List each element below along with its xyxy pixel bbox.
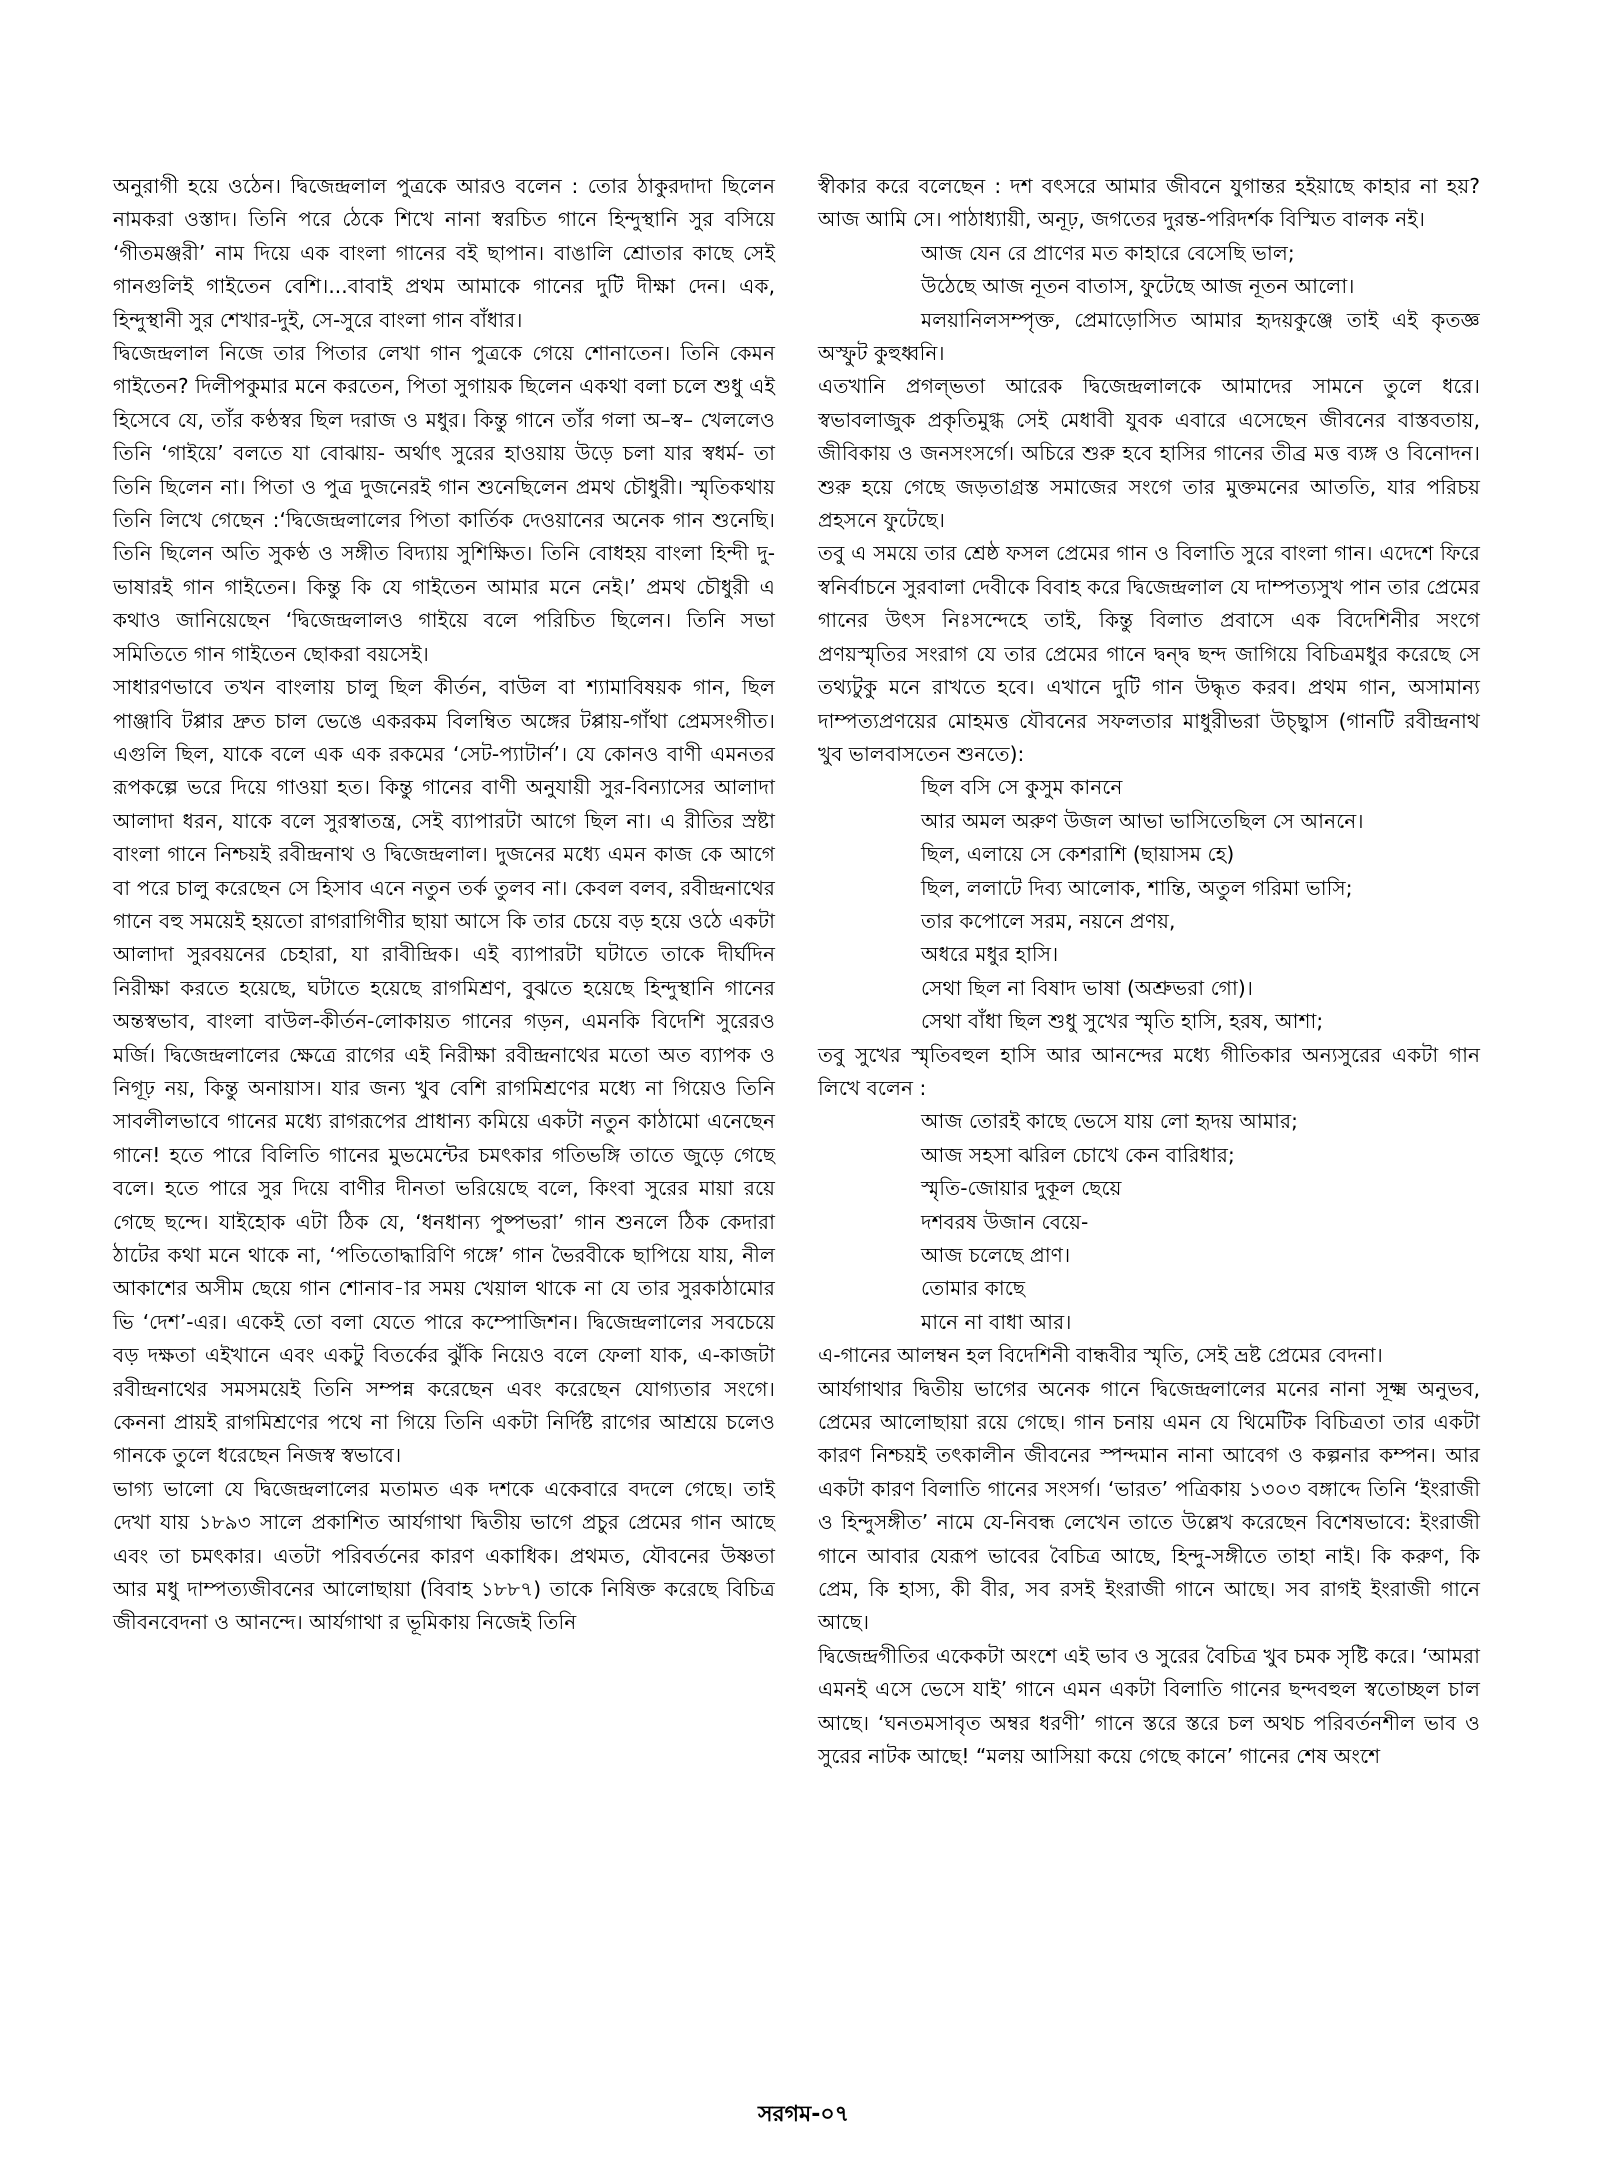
verse-block [818,237,1480,304]
verse-line: আজ সহসা ঝরিল চোখে কেন বারিধার; [921,1142,1235,1167]
paragraph: তবু সুখের স্মৃতিবহুল হাসি আর আনন্দের মধ্যে গীতিকার অন্যসুরের একটা গান লিখে বলেন : [818,1042,1480,1100]
verse-line: সেথা ছিল না বিষাদ ভাষা (অশ্রুভরা গো)। [921,975,1253,1000]
verse-line: আজ তোরই কাছে ভেসে যায় লো হৃদয় আমার; [921,1109,1298,1134]
paragraph: সাধারণভাবে তখন বাংলায় চালু ছিল কীর্তন, বাউল বা শ্যামাবিষয়ক গান, ছিল পাঞ্জাবি টপ্পার দ্রুত চাল ভেঙে একরকম বিলম্বিত অঙ্গের টপ্পায়-গাঁথা প্রেমসংগীত। এগুলি ছিল, যাকে বলে এক এক রকমের ‘সেট-প্যাটার্ন’। যে কোনও বাণী এমনতর রূপকল্পে ভরে দিয়ে গাওয়া হত। কিন্তু গানের বাণী অনুযায়ী সুর-বিন্যাসের আলাদা আলাদা ধরন, যাকে বলে সুরস্বাতন্ত্র, সেই ব্যাপারটা আগে ছিল না। এ রীতির স্রষ্টা বাংলা গানে নিশ্চয়ই রবীন্দ্রনাথ ও দ্বিজেন্দ্রলাল। দুজনের মধ্যে এমন কাজ কে আগে বা পরে চালু করেছেন সে হিসাব এনে নতুন তর্ক তুলব না। কেবল বলব, রবীন্দ্রনাথের গানে বহু সময়েই হয়তো রাগরাগিণীর ছায়া আসে কি তার চেয়ে বড় হয়ে ওঠে একটা আলাদা সুরবয়নের চেহারা, যা রাবীন্দ্রিক। এই ব্যাপারটা ঘটাতে তাকে দীর্ঘদিন নিরীক্ষা করতে হয়েছে, ঘটাতে হয়েছে রাগমিশ্রণ, বুঝতে হয়েছে হিন্দুস্থানি গানের অন্তস্বভাব, বাংলা বাউল-কীর্তন-লোকায়ত গানের গড়ন, এমনকি বিদেশি সুরেরও মর্জি। দ্বিজেন্দ্রলালের ক্ষেত্রে রাগের এই নিরীক্ষা রবীন্দ্রনাথের মতো অত ব্যাপক ও নিগূঢ় নয়, কিন্তু অনায়াস। যার জন্য খুব বেশি রাগমিশ্রণের মধ্যে না গিয়েও তিনি সাবলীলভাবে গানের মধ্যে রাগরূপের প্রাধান্য কমিয়ে একটা নতুন কাঠামো এনেছেন গানে! হতে পারে বিলিতি গানের মুভমেন্টের চমৎকার গতিভঙ্গি তাতে জুড়ে গেছে বলে। হতে পারে সুর দিয়ে বাণীর দীনতা ভরিয়েছে বলে, কিংবা সুরের মায়া রয়ে গেছে ছন্দে। যাইহোক এটা ঠিক যে, ‘ধনধান্য পুষ্পভরা’ গান শুনলে ঠিক কেদারা ঠাটের কথা মনে থাকে না, ‘পতিতোদ্ধারিণি গঙ্গে’ গান ভৈরবীকে ছাপিয়ে যায়, নীল আকাশের অসীম ছেয়ে গান শোনাব-ার সময় খেয়াল থাকে না যে তার সুরকাঠামোর ভি ‘দেশ’-এর। একেই তো বলা যেতে পারে কম্পোজিশন। দ্বিজেন্দ্রলালের সবচেয়ে বড় দক্ষতা এইখানে এবং একটু বিতর্কের ঝুঁকি নিয়েও বলে ফেলা যাক, এ-কাজটা রবীন্দ্রনাথের সমসময়েই তিনি সম্পন্ন করেছেন এবং করেছেন যোগ্যতার সংগে। কেননা প্রায়ই রাগমিশ্রণের পথে না গিয়ে তিনি একটা নির্দিষ্ট রাগের আশ্রয়ে চলেও গানকে তুলে ধরেছেন নিজস্ব স্বভাবে। [113,675,775,1468]
verse-line: আজ যেন রে প্রাণের মত কাহারে বেসেছি ভাল; [921,240,1295,265]
verse-line: অধরে মধুর হাসি। [921,942,1059,967]
verse-line: ছিল বসি সে কুসুম কাননে [921,775,1123,800]
page-number: সরগম-০৭ [757,2102,849,2127]
verse-line: মানে না বাধা আর। [921,1309,1072,1334]
paragraph: দ্বিজেন্দ্রগীতির একেকটা অংশে এই ভাব ও সুরের বৈচিত্র খুব চমক সৃষ্টি করে। ‘আমরা এমনই এসে ভেসে যাই’ গানে এমন একটা বিলাতি গানের ছন্দবহুল স্বতোচ্ছল চাল আছে। ‘ঘনতমসাবৃত অম্বর ধরণী’ গানে স্তরে স্তরে চল অথচ পরিবর্তনশীল ভাব ও সুরের নাটক আছে! “মলয় আসিয়া কয়ে গেছে কানে’ গানের শেষ অংশে [818,1643,1480,1769]
verse-block [818,1105,1480,1339]
paragraph: স্বীকার করে বলেছেন : দশ বৎসরে আমার জীবনে যুগান্তর হইয়াছে কাহার না হয়? আজ আমি সে। পাঠাধ্যায়ী, অনূঢ়, জগতের দুরন্ত-পরিদর্শক বিস্মিত বালক নই। [818,174,1480,232]
paragraph: মলয়ানিলসম্পৃক্ত, প্রেমাড়োসিত আমার হৃদয়কুঞ্জে তাই এই কৃতজ্ঞ অস্ফুট কুহুধ্বনি। [818,307,1480,366]
verse-line: সেথা বাঁধা ছিল শুধু সুখের স্মৃতি হাসি, হরষ, আশা; [921,1009,1324,1034]
verse-line: ছিল, ললাটে দিব্য আলোক, শান্তি, অতুল গরিমা ভাসি; [921,875,1353,900]
paragraph: এ-গানের আলম্বন হল বিদেশিনী বান্ধবীর স্মৃতি, সেই ভ্রষ্ট প্রেমের বেদনা। [818,1343,1383,1368]
verse-line: উঠেছে আজ নূতন বাতাস, ফুটেছে আজ নূতন আলো। [921,274,1355,299]
verse-line: আর অমল অরুণ উজল আভা ভাসিতেছিল সে আননে। [921,808,1364,833]
paragraph: অনুরাগী হয়ে ওঠেন। দ্বিজেন্দ্রলাল পুত্রকে আরও বলেন : তোর ঠাকুরদাদা ছিলেন নামকরা ওস্তাদ। তিনি পরে ঠেকে শিখে নানা স্বরচিত গানে হিন্দুস্থানি সুর বসিয়ে ‘গীতমঞ্জরী’ নাম দিয়ে এক বাংলা গানের বই ছাপান। বাঙালি শ্রোতার কাছে সেই গানগুলিই গাইতেন বেশি।...বাবাই প্রথম আমাকে গানের দুটি দীক্ষা দেন। এক, হিন্দুস্থানী সুর শেখার-দুই, সে-সুরে বাংলা গান বাঁধার। [113,174,775,332]
verse-line: স্মৃতি-জোয়ার দুকূল ছেয়ে [921,1176,1122,1201]
verse-line: তার কপোলে সরম, নয়নে প্রণয়, [921,908,1176,933]
verse-line: ছিল, এলায়ে সে কেশরাশি (ছায়াসম হে) [921,842,1235,867]
paragraph: তবু এ সময়ে তার শ্রেষ্ঠ ফসল প্রেমের গান ও বিলাতি সুরে বাংলা গান। এদেশে ফিরে স্বনির্বাচনে সুরবালা দেবীকে বিবাহ করে দ্বিজেন্দ্রলাল যে দাম্পত্যসুখ পান তার প্রেমের গানের উৎস নিঃসন্দেহে তাই, কিন্তু বিলাত প্রবাসে এক বিদেশিনীর সংগে প্রণয়স্মৃতির সংরাগ যে তার প্রেমের গানে দ্বন্দ্ব ছন্দ জাগিয়ে বিচিত্রমধুর করেছে সে তথ্যটুকু মনে রাখতে হবে। এখানে দুটি গান উদ্ধৃত করব। প্রথম গান, অসামান্য দাম্পত্যপ্রণয়ের মোহমত্ত যৌবনের সফলতার মাধুরীভরা উচ্ছ্বাস (গানটি রবীন্দ্রনাথ খুব ভালবাসতেন শুনতে): [818,541,1480,766]
paragraph: ভাগ্য ভালো যে দ্বিজেন্দ্রলালের মতামত এক দশকে একেবারে বদলে গেছে। তাই দেখা যায় ১৮৯৩ সালে প্রকাশিত আর্যগাথা দ্বিতীয় ভাগে প্রচুর প্রেমের গান আছে এবং তা চমৎকার। এতটা পরিবর্তনের কারণ একাধিক। প্রথমত, যৌবনের উষ্ণতা আর মধু দাম্পত্যজীবনের আলোছায়া (বিবাহ ১৮৮৭) তাকে নিষিক্ত করেছে বিচিত্র জীবনবেদনা ও আনন্দে। আর্যগাথা র ভূমিকায় নিজেই তিনি [113,1476,775,1635]
paragraph: দ্বিজেন্দ্রলাল নিজে তার পিতার লেখা গান পুত্রকে গেয়ে শোনাতেন। তিনি কেমন গাইতেন? দিলীপকুমার মনে করতেন, পিতা সুগায়ক ছিলেন একথা বলা চলে শুধু এই হিসেবে যে, তাঁর কণ্ঠস্বর ছিল দরাজ ও মধুর। কিন্তু গানে তাঁর গলা অ–স্ব– খেললেও তিনি ‘গাইয়ে’ বলতে যা বোঝায়- অর্থাৎ সুরের হাওয়ায় উড়ে চলা যার স্বধর্ম- তা তিনি ছিলেন না। পিতা ও পুত্র দুজনেরই গান শুনেছিলেন প্রমথ চৌধুরী। স্মৃতিকথায় তিনি লিখে গেছেন :‘দ্বিজেন্দ্রলালের পিতা কার্তিক দেওয়ানের অনেক গান শুনেছি। তিনি ছিলেন অতি সুকণ্ঠ ও সঙ্গীত বিদ্যায় সুশিক্ষিত। তিনি বোধহয় বাংলা হিন্দী দু-ভাষারই গান গাইতেন। কিন্তু কি যে গাইতেন আমার মনে নেই।’ প্রমথ চৌধুরী এ কথাও জানিয়েছেন ‘দ্বিজেন্দ্রলালও গাইয়ে বলে পরিচিত ছিলেন। তিনি সভা সমিতিতে গান গাইতেন ছোকরা বয়সেই। [113,341,775,666]
verse-line: দশবরষ উজান বেয়ে- [921,1209,1089,1234]
verse-line: তোমার কাছে [921,1276,1026,1301]
left-column [113,170,775,1640]
right-column [818,170,1480,1774]
verse-block [818,771,1480,1038]
paragraph: এতখানি প্রগল্ভতা আরেক দ্বিজেন্দ্রলালকে আমাদের সামনে তুলে ধরে। স্বভাবলাজুক প্রকৃতিমুগ্ধ সেই মেধাবী যুবক এবারে এসেছেন জীবনের বাস্তবতায়, জীবিকায় ও জনসংসর্গে। অচিরে শুরু হবে হাসির গানের তীব্র মত্ত ব্যঙ্গ ও বিনোদন। শুরু হয়ে গেছে জড়তাগ্রস্ত সমাজের সংগে তার মুক্তমনের আততি, যার পরিচয় প্রহসনে ফুটেছে। [818,374,1480,533]
paragraph: আর্যগাথার দ্বিতীয় ভাগের অনেক গানে দ্বিজেন্দ্রলালের মনের নানা সূক্ষ্ম অনুভব, প্রেমের আলোছায়া রয়ে গেছে। গান চনায় এমন যে থিমেটিক বিচিত্রতা তার একটা কারণ নিশ্চয়ই তৎকালীন জীবনের স্পন্দমান নানা আবেগ ও কল্পনার কম্পন। আর একটা কারণ বিলাতি গানের সংসর্গ। ‘ভারত’ পত্রিকায় ১৩০৩ বঙ্গাব্দে তিনি ‘ইংরাজী ও হিন্দুসঙ্গীত’ নামে যে-নিবন্ধ লেখেন তাতে উল্লেখ করেছেন বিশেষভাবে: ইংরাজী গানে আবার যেরূপ ভাবের বৈচিত্র আছে, হিন্দু-সঙ্গীতে তাহা নাই। কি করুণ, কি প্রেম, কি হাস্য, কী বীর, সব রসই ইংরাজী গানে আছে। সব রাগই ইংরাজী গানে আছে। [818,1376,1480,1635]
verse-line: আজ চলেছে প্রাণ। [921,1243,1071,1267]
